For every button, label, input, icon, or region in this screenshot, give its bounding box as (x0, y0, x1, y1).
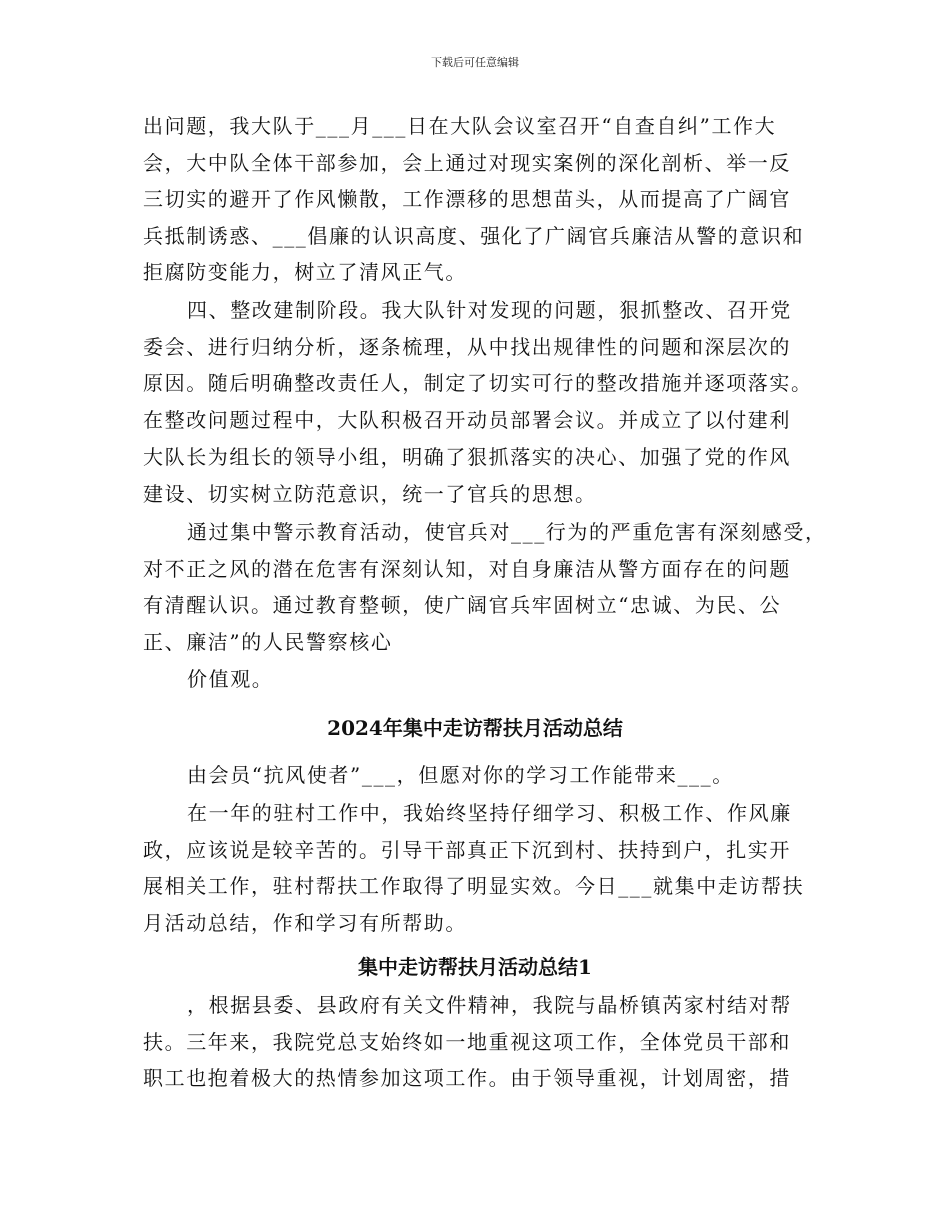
paragraph-line: 大队长为组长的领导小组，明确了狠抓落实的决心、加强了党的作风 (143, 445, 791, 469)
paragraph-line: 扶。三年来，我院党总支始终如一地重视这项工作，全体党员干部和 (143, 1030, 791, 1054)
paragraph-line: 原因。随后明确整改责任人，制定了切实可行的整改措施并逐项落实。 (143, 371, 813, 395)
paragraph-line: 拒腐防变能力，树立了清风正气。 (143, 260, 467, 284)
paragraph-line: 兵抵制诱惑、___倡廉的认识高度、强化了广阔官兵廉洁从警的意识和 (143, 224, 805, 248)
paragraph-line: 有清醒认识。通过教育整顿，使广阔官兵牢固树立“忠诚、为民、公 (143, 593, 782, 617)
paragraph-line: 三切实的避开了作风懒散，工作漂移的思想苗头，从而提高了广阔官 (143, 187, 791, 211)
paragraph-line: 政，应该说是较辛苦的。引导干部真正下沉到村、扶持到户，扎实开 (143, 838, 791, 862)
paragraph-line: 四、整改建制阶段。我大队针对发现的问题，狠抓整改、召开党 (187, 298, 792, 322)
paragraph-line: 会，大中队全体干部参加，会上通过对现实案例的深化剖析、举一反 (143, 151, 791, 175)
paragraph-line: 建设、切实树立防范意识，统一了官兵的思想。 (143, 482, 597, 506)
paragraph-line: 通过集中警示教育活动，使官兵对___行为的严重危害有深刻感受， (187, 520, 827, 544)
section-title: 集中走访帮扶月活动总结1 (358, 955, 592, 979)
paragraph-line: 价值观。 (187, 667, 274, 691)
paragraph-line: 委会、进行归纳分析，逐条梳理，从中找出规律性的问题和深层次的 (143, 335, 791, 359)
paragraph-line: 展相关工作，驻村帮扶工作取得了明显实效。今日___就集中走访帮扶 (143, 874, 805, 898)
intro-line: 由会员“抗风使者”___，但愿对你的学习工作能带来___。 (187, 763, 734, 787)
paragraph-line: 对不正之风的潜在危害有深刻认知，对自身廉洁从警方面存在的问题 (143, 557, 791, 581)
paragraph-line: 在一年的驻村工作中，我始终坚持仔细学习、积极工作、作风廉 (187, 801, 792, 825)
paragraph-line: 月活动总结，作和学习有所帮助。 (143, 911, 467, 935)
paragraph-line: 出问题，我大队于___月___日在大队会议室召开“自查自纠”工作大 (143, 114, 777, 138)
paragraph-line: 正、廉洁”的人民警察核心 (143, 630, 393, 654)
paragraph-line: 在整改问题过程中，大队积极召开动员部署会议。并成立了以付建利 (143, 408, 791, 432)
page-header: 下载后可任意编辑 (431, 56, 519, 69)
paragraph-line: 职工也抱着极大的热情参加这项工作。由于领导重视，计划周密，措 (143, 1066, 791, 1090)
paragraph-line: ，根据县委、县政府有关文件精神，我院与晶桥镇芮家村结对帮 (187, 993, 792, 1017)
section-title: 2024年集中走访帮扶月活动总结 (327, 716, 623, 740)
